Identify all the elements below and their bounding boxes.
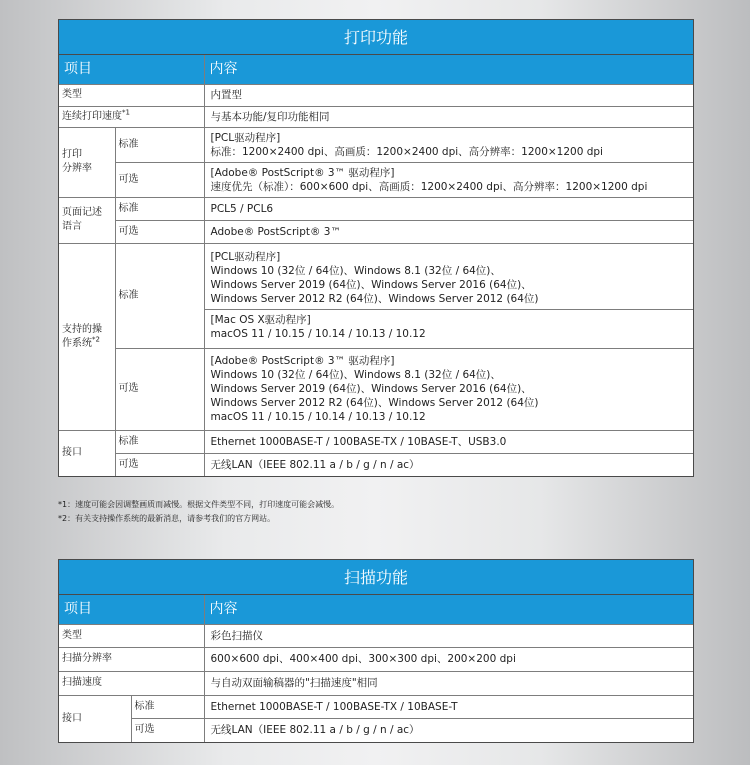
resolution-optional-label: 可选 bbox=[115, 162, 204, 197]
scan-function-title: 扫描功能 bbox=[59, 560, 693, 595]
table-row bbox=[59, 624, 693, 647]
pdl-optional-value: Adobe® PostScript® 3™ bbox=[204, 220, 693, 243]
table-row bbox=[59, 197, 693, 220]
print-spec-table bbox=[59, 55, 693, 476]
scan-resolution-label: 扫描分辨率 bbox=[59, 647, 204, 671]
scan-resolution-value: 600×600 dpi、400×400 dpi、300×300 dpi、200×200 dpi bbox=[204, 647, 693, 671]
os-standard-value bbox=[204, 243, 693, 348]
pdl-label: 页面记述 语言 bbox=[59, 197, 115, 243]
interface-label: 接口 bbox=[59, 430, 115, 476]
interface-standard-label: 标准 bbox=[115, 430, 204, 453]
os-optional-label: 可选 bbox=[115, 348, 204, 430]
resolution-label: 打印 分辨率 bbox=[59, 127, 115, 197]
os-standard-pcl: [PCL驱动程序] Windows 10 (32位 / 64位)、Windows 8.1 (32位 / 64位)、 Windows Server 2019 (64位)、Windows Server 2016 (64位)、 Windows Server 2012 R2 (64位)、Windows Server 2012 (64位) bbox=[210, 251, 539, 305]
table-row bbox=[59, 127, 693, 162]
interface-standard-value: Ethernet 1000BASE-T / 100BASE-TX / 10BASE-T、USB3.0 bbox=[204, 430, 693, 453]
scan-spec-table bbox=[59, 595, 693, 742]
print-function-title: 打印功能 bbox=[59, 20, 693, 55]
resolution-standard-label: 标准 bbox=[115, 127, 204, 162]
scan-interface-standard-value: Ethernet 1000BASE-T / 100BASE-TX / 10BASE-T bbox=[204, 695, 693, 718]
table-row bbox=[59, 220, 693, 243]
table-row bbox=[59, 453, 693, 476]
scan-type-value: 彩色扫描仪 bbox=[204, 624, 693, 647]
table-row bbox=[59, 430, 693, 453]
interface-optional-value: 无线LAN（IEEE 802.11 a / b / g / n / ac） bbox=[204, 453, 693, 476]
table-row bbox=[59, 84, 693, 106]
os-standard-mac: [Mac OS X驱动程序] macOS 11 / 10.15 / 10.14 / 10.13 / 10.12 bbox=[205, 309, 694, 344]
footnote-2: *2：有关支持操作系统的最新消息，请参考我们的官方网站。 bbox=[58, 514, 276, 523]
scan-speed-value: 与自动双面输稿器的"扫描速度"相同 bbox=[204, 671, 693, 695]
continuous-speed-value: 与基本功能/复印功能相同 bbox=[204, 106, 693, 127]
resolution-optional-value: [Adobe® PostScript® 3™ 驱动程序] 速度优先（标准）：600×600 dpi、高画质：1200×2400 dpi、高分辨率：1200×1200 dpi bbox=[204, 162, 693, 197]
scan-type-label: 类型 bbox=[59, 624, 204, 647]
table-row bbox=[59, 162, 693, 197]
pdl-standard-value: PCL5 / PCL6 bbox=[204, 197, 693, 220]
table-row bbox=[59, 348, 693, 430]
continuous-speed-label: 连续打印速度$^{*1}$ bbox=[59, 106, 204, 127]
scan-interface-standard-label: 标准 bbox=[131, 695, 204, 718]
footnote-1: *1：速度可能会因调整画质而减慢。根据文件类型不同，打印速度可能会减慢。 bbox=[58, 500, 340, 509]
scan-interface-label: 接口 bbox=[59, 695, 131, 742]
footnotes bbox=[58, 498, 339, 526]
interface-optional-label: 可选 bbox=[115, 453, 204, 476]
pdl-standard-label: 标准 bbox=[115, 197, 204, 220]
scan-interface-optional-label: 可选 bbox=[131, 718, 204, 742]
header-item: 项目 bbox=[59, 595, 204, 624]
scan-speed-label: 扫描速度 bbox=[59, 671, 204, 695]
pdl-optional-label: 可选 bbox=[115, 220, 204, 243]
header-content: 内容 bbox=[204, 55, 693, 84]
print-header-row bbox=[59, 55, 693, 84]
table-row bbox=[59, 106, 693, 127]
scan-header-row bbox=[59, 595, 693, 624]
header-item: 项目 bbox=[59, 55, 204, 84]
os-label: 支持的操 作系统$^{*2}$ bbox=[59, 243, 115, 430]
header-content: 内容 bbox=[204, 595, 693, 624]
footnote-mark: *2 bbox=[92, 335, 100, 344]
table-row bbox=[59, 243, 693, 348]
table-row bbox=[59, 671, 693, 695]
table-row bbox=[59, 695, 693, 718]
table-row bbox=[59, 647, 693, 671]
type-label: 类型 bbox=[59, 84, 204, 106]
resolution-standard-value: [PCL驱动程序] 标准：1200×2400 dpi、高画质：1200×2400 dpi、高分辨率：1200×1200 dpi bbox=[204, 127, 693, 162]
type-value: 内置型 bbox=[204, 84, 693, 106]
scan-function-table bbox=[58, 559, 694, 743]
print-function-table bbox=[58, 19, 694, 477]
table-row bbox=[59, 718, 693, 742]
os-optional-value: [Adobe® PostScript® 3™ 驱动程序] Windows 10 (32位 / 64位)、Windows 8.1 (32位 / 64位)、 Windows Server 2019 (64位)、Windows Server 2016 (64位)、 Windows Server 2012 R2 (64位)、Windows Server 2012 (64位) macOS 11 / 10.15 / 10.14 / 10.13 / 10.12 bbox=[204, 348, 693, 430]
os-standard-label: 标准 bbox=[115, 243, 204, 348]
footnote-mark: *1 bbox=[122, 108, 130, 117]
scan-interface-optional-value: 无线LAN（IEEE 802.11 a / b / g / n / ac） bbox=[204, 718, 693, 742]
